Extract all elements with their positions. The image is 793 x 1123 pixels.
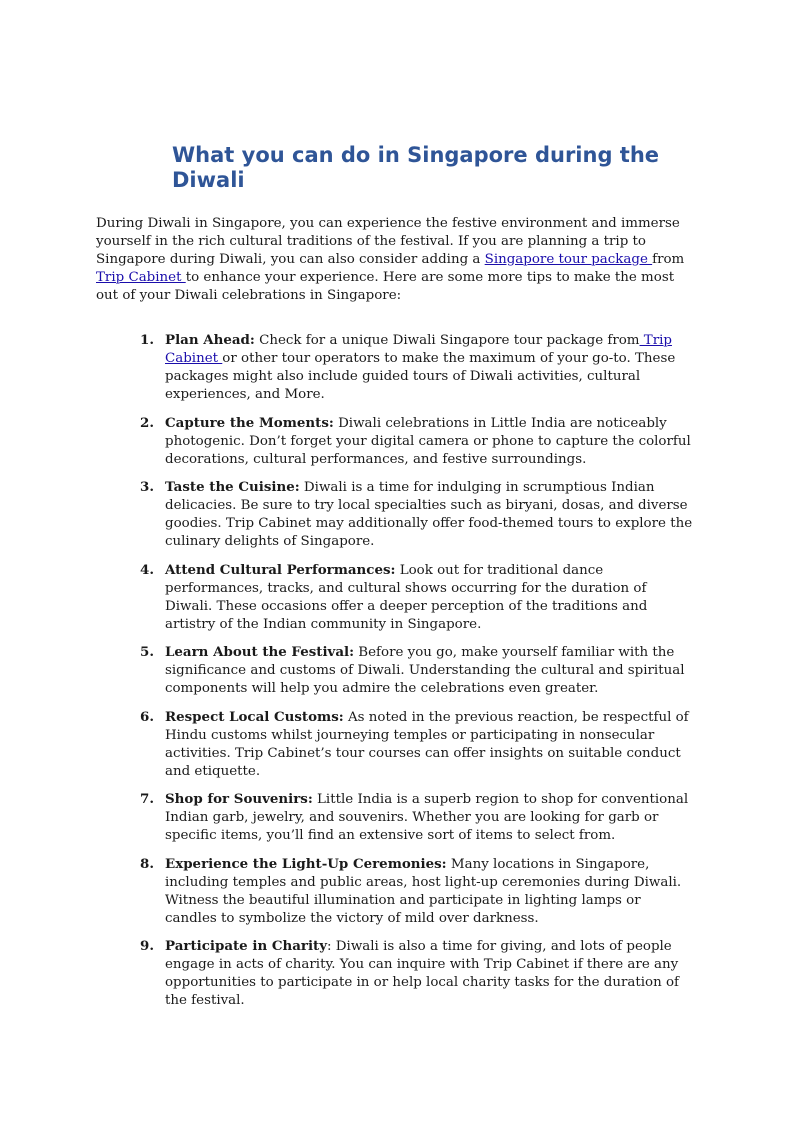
list-number: 6. [140, 708, 154, 725]
intro-paragraph [96, 215, 696, 305]
tip-text: Look out for traditional dance performances, tracks, and cultural shows occurring for the duration of Diwali. These occasions offer a deeper perception of the traditions and artistry of the Indian community in Singapore. [165, 562, 648, 632]
tip-title: Attend Cultural Performances: [165, 561, 396, 578]
tips-list [96, 331, 696, 1020]
list-number: 7. [140, 791, 154, 807]
intro-text: During Diwali in Singapore, you can experience the festive environment and immerse yourself in the rich cultural traditions of the festival. If you are planning a trip to Singapore during Diwali, you can also consider adding a [96, 216, 680, 267]
list-item [96, 478, 696, 551]
tip-text: Check for a unique Diwali Singapore tour package from [254, 333, 640, 348]
trip-cabinet-link[interactable]: Trip Cabinet [96, 270, 186, 285]
tip-text: Little India is a superb region to shop for conventional Indian garb, jewelry, and souvenirs. Whether you are looking for garb or specific items, you’ll find an extensive sort of items to select from. [165, 792, 689, 843]
list-number: 4. [140, 561, 154, 578]
list-number: 9. [140, 938, 154, 954]
tip-text: : Diwali is also a time for giving, and lots of people engage in acts of charity. You can inquire with Trip Cabinet if there are any opportunities to participate in or help local charity tasks for the duration of the festival. [165, 939, 679, 1008]
tip-title: Learn About the Festival: [165, 644, 355, 660]
page-title: What you can do in Singapore during the Diwali [172, 143, 660, 192]
list-number: 8. [140, 855, 154, 872]
tip-text: or other tour operators to make the maximum of your go-to. These packages might also include guided tours of Diwali activities, cultural experiences, and More. [165, 351, 676, 402]
tip-text: Many locations in Singapore, including temples and public areas, host light-up ceremonies during Diwali. Witness the beautiful illumination and participate in lighting lamps or candles to symbolize the victory of mild over darkness. [165, 856, 682, 926]
tip-text: Before you go, make yourself familiar with the significance and customs of Diwali. Understanding the cultural and spiritual components will help you admire the celebrations even greater. [165, 645, 685, 696]
singapore-tour-package-link[interactable]: Singapore tour package [484, 252, 653, 267]
list-item [96, 937, 696, 1010]
list-item [96, 331, 696, 404]
tip-title: Taste the Cuisine: [165, 479, 300, 495]
list-number: 2. [140, 414, 154, 431]
tip-title: Experience the Light-Up Ceremonies: [165, 855, 447, 872]
list-item [96, 790, 696, 845]
tip-text: Diwali celebrations in Little India are noticeably photogenic. Don’t forget your digital camera or phone to capture the colorful decorations, cultural performances, and festive surroundings. [165, 415, 691, 467]
tip-text: Diwali is a time for indulging in scrumptious Indian delicacies. Be sure to try local specialties such as biryani, dosas, and diverse goodies. Trip Cabinet may additionally offer food-themed tours to explore the culinary delights of Singapore. [165, 480, 693, 549]
tip-title: Capture the Moments: [165, 414, 334, 431]
tip-title: Participate in Charity [165, 938, 328, 954]
list-number: 5. [140, 644, 154, 660]
list-item [96, 708, 696, 781]
intro-text: to enhance your experience. Here are some more tips to make the most out of your Diwali celebrations in Singapore: [96, 270, 675, 303]
list-item [96, 414, 696, 469]
list-item [96, 561, 696, 634]
list-item [96, 855, 696, 928]
list-item [96, 643, 696, 698]
tip-title: Shop for Souvenirs: [165, 791, 313, 807]
tip-text: As noted in the previous reaction, be respectful of Hindu customs whilst journeying temples or participating in nonsecular activities. Trip Cabinet’s tour courses can offer insights on suitable conduct and etiquette. [165, 709, 689, 779]
tip-title: Respect Local Customs: [165, 708, 344, 725]
list-number: 3. [140, 479, 154, 495]
tip-title: Plan Ahead: [165, 332, 255, 348]
trip-cabinet-link[interactable]: Trip Cabinet [165, 333, 672, 366]
intro-text: from [652, 252, 685, 267]
list-number: 1. [140, 332, 154, 348]
